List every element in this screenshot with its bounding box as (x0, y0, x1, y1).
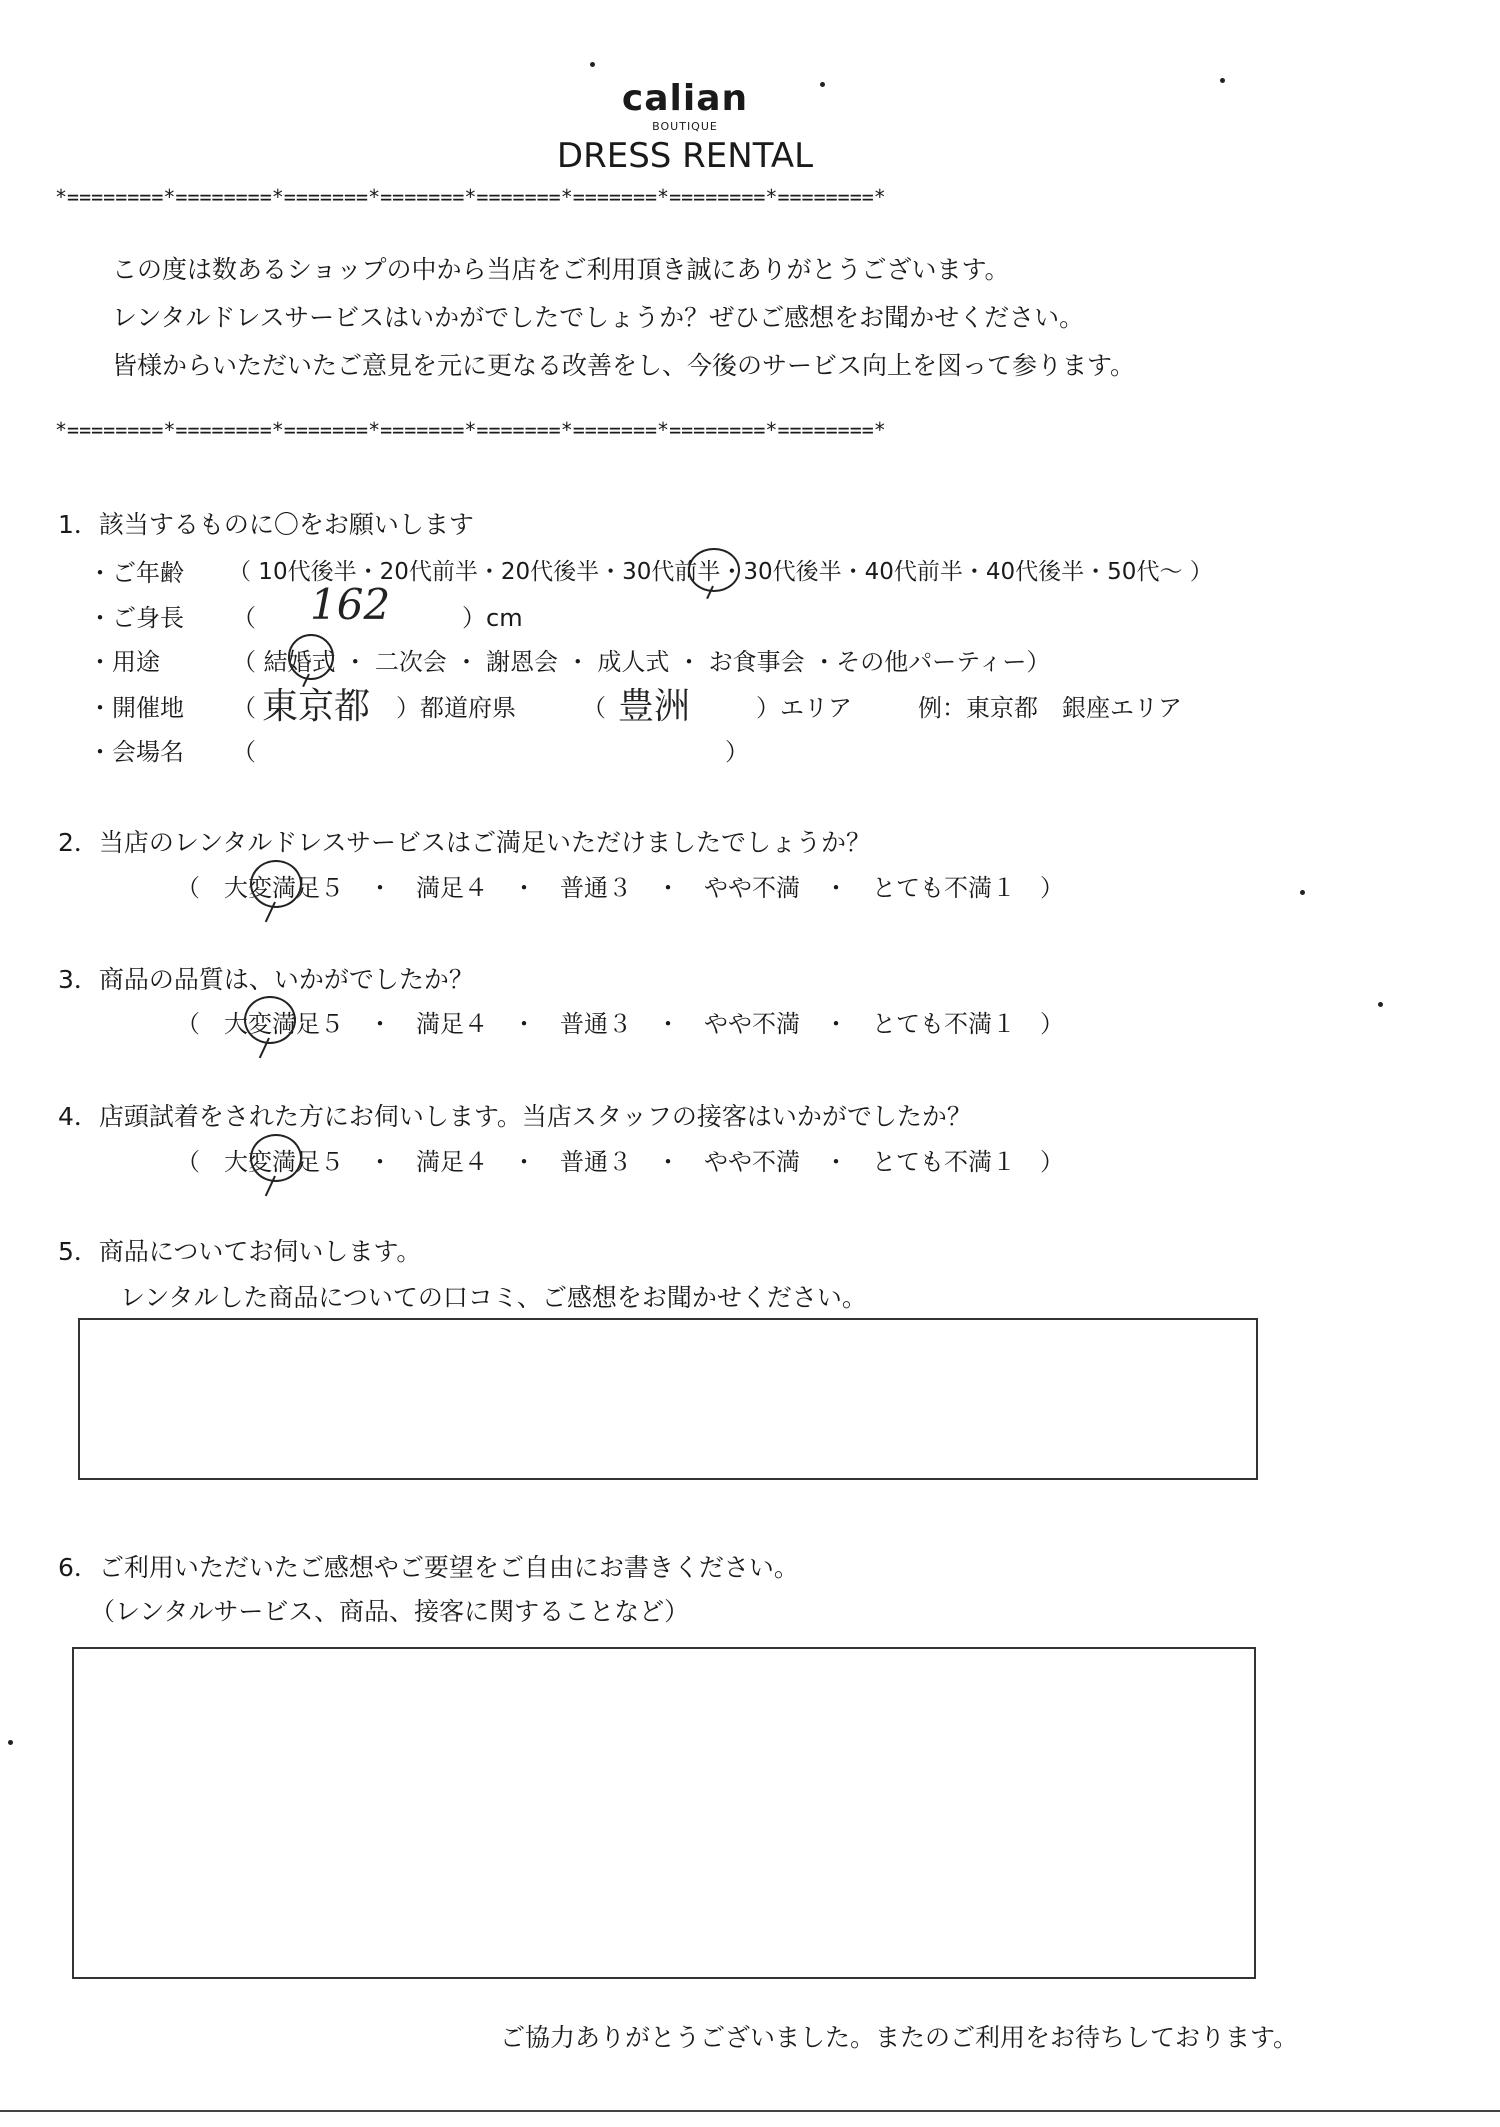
age-options[interactable]: （ 10代後半・20代前半・20代後半・30代前半・30代後半・40代前半・40代後半・50代〜 ） (228, 559, 1213, 585)
q2-title: 2．当店のレンタルドレスサービスはご満足いただけましたでしょうか？ (58, 828, 872, 857)
q5-answer-box[interactable] (78, 1318, 1258, 1480)
venue-area-label: ・開催地 (88, 694, 184, 722)
intro-line-1: この度は数あるショップの中から当店をご利用頂き誠にありがとうございます。 (112, 255, 1010, 284)
height-label: ・ご身長 (88, 604, 184, 632)
prefecture-open-paren: （ (232, 694, 256, 722)
q5-title: 5．商品についてお伺いします。 (58, 1237, 422, 1266)
scan-edge-line (0, 2110, 1500, 2112)
q1-title: 1．該当するものに〇をお願いします (58, 510, 474, 539)
venue-name-close-paren: ） (725, 738, 749, 766)
venue-name-label: ・会場名 (88, 738, 184, 766)
q2-selected-circle (250, 860, 302, 908)
scan-speck (1300, 890, 1305, 895)
divider-top: *========*========*=======*=======*=======*=======*========*========* (55, 185, 886, 209)
scan-speck (820, 82, 825, 87)
intro-line-3: 皆様からいただいたご意見を元に更なる改善をし、今後のサービス向上を図って参ります。 (112, 351, 1136, 380)
area-suffix: ）エリア (756, 694, 852, 722)
age-selected-circle (688, 548, 740, 592)
q6-answer-box[interactable] (72, 1647, 1256, 1979)
q4-selected-circle (250, 1134, 302, 1182)
age-label: ・ご年齢 (88, 559, 184, 587)
q3-selected-circle (244, 996, 296, 1044)
venue-name-open-paren: （ (232, 738, 256, 766)
q5-subtitle: レンタルした商品についての口コミ、ご感想をお聞かせください。 (120, 1283, 867, 1312)
height-open-paren: （ (232, 604, 256, 632)
q4-title: 4．店頭試着をされた方にお伺いします。当店スタッフの接客はいかがでしたか？ (58, 1102, 972, 1131)
purpose-options[interactable]: （ 結婚式 ・ 二次会 ・ 謝恩会 ・ 成人式 ・ お食事会 ・その他パーティー） (232, 648, 1051, 676)
q2-options[interactable]: （ 大変満足５ ・ 満足４ ・ 普通３ ・ やや不満 ・ とても不満１ ） (176, 874, 1064, 902)
prefecture-value[interactable]: 東京都 (262, 686, 371, 727)
logo-sub: BOUTIQUE (652, 120, 718, 133)
prefecture-suffix: ）都道府県 (396, 694, 516, 722)
divider-bottom: *========*========*=======*=======*=======*=======*========*========* (55, 418, 886, 442)
area-value[interactable]: 豊洲 (618, 686, 691, 727)
height-value[interactable]: 162 (310, 580, 391, 629)
scan-speck (1220, 78, 1225, 83)
venue-example: 例：東京都 銀座エリア (918, 694, 1182, 722)
height-unit: ）cm (462, 604, 523, 632)
scan-speck (8, 1740, 13, 1745)
intro-line-2: レンタルドレスサービスはいかがでしたでしょうか？ぜひご感想をお聞かせください。 (112, 303, 1085, 332)
scan-speck (1378, 1002, 1383, 1007)
purpose-label: ・用途 (88, 648, 160, 676)
scan-speck (590, 62, 595, 67)
q6-subtitle: （レンタルサービス、商品、接客に関することなど） (90, 1597, 690, 1626)
q4-options[interactable]: （ 大変満足５ ・ 満足４ ・ 普通３ ・ やや不満 ・ とても不満１ ） (176, 1148, 1064, 1176)
purpose-selected-circle (288, 634, 334, 680)
q3-title: 3．商品の品質は、いかがでしたか？ (58, 965, 474, 994)
q3-options[interactable]: （ 大変満足５ ・ 満足４ ・ 普通３ ・ やや不満 ・ とても不満１ ） (176, 1010, 1064, 1038)
footer-thanks: ご協力ありがとうございました。またのご利用をお待ちしております。 (500, 2023, 1299, 2052)
area-open-paren: （ (582, 694, 606, 722)
logo: calian (621, 78, 749, 119)
q6-title: 6．ご利用いただいたご感想やご要望をご自由にお書きください。 (58, 1553, 799, 1582)
page-title: DRESS RENTAL (556, 136, 814, 176)
